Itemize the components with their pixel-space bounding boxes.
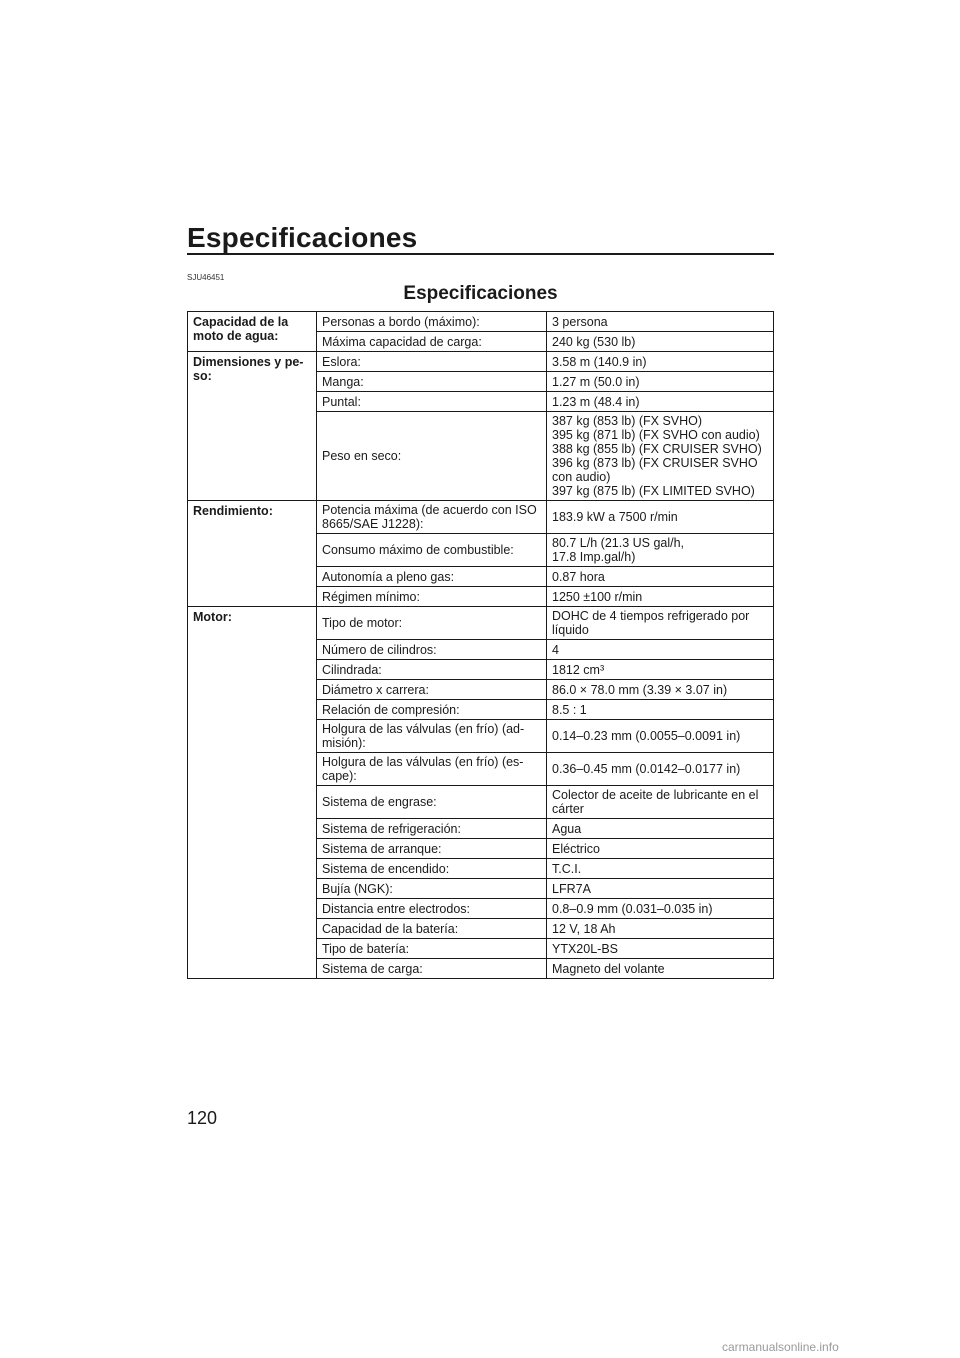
spec-value: 8.5 : 1 — [547, 700, 774, 720]
spec-value: 0.14–0.23 mm (0.0055–0.0091 in) — [547, 720, 774, 753]
spec-value: DOHC de 4 tiempos refrigerado por líquido — [547, 607, 774, 640]
spec-value: LFR7A — [547, 879, 774, 899]
spec-label: Tipo de motor: — [317, 607, 547, 640]
spec-group-label: Dimensiones y pe-so: — [188, 352, 317, 501]
spec-value: 0.87 hora — [547, 567, 774, 587]
spec-label: Autonomía a pleno gas: — [317, 567, 547, 587]
table-row — [188, 501, 774, 534]
page-number: 120 — [187, 1108, 218, 1128]
spec-value: 0.36–0.45 mm (0.0142–0.0177 in) — [547, 753, 774, 786]
spec-value: Eléctrico — [547, 839, 774, 859]
spec-value: 3 persona — [547, 312, 774, 332]
spec-label: Máxima capacidad de carga: — [317, 332, 547, 352]
spec-label: Tipo de batería: — [317, 939, 547, 959]
spec-label: Personas a bordo (máximo): — [317, 312, 547, 332]
spec-label: Cilindrada: — [317, 660, 547, 680]
spec-label: Holgura de las válvulas (en frío) (es-cape): — [317, 753, 547, 786]
spec-label: Relación de compresión: — [317, 700, 547, 720]
spec-label: Sistema de arranque: — [317, 839, 547, 859]
spec-label: Capacidad de la batería: — [317, 919, 547, 939]
spec-label: Potencia máxima (de acuerdo con ISO 8665/SAE J1228): — [317, 501, 547, 534]
spec-value: 3.58 m (140.9 in) — [547, 352, 774, 372]
spec-value: 12 V, 18 Ah — [547, 919, 774, 939]
spec-value: 1.27 m (50.0 in) — [547, 372, 774, 392]
header-divider — [187, 253, 774, 255]
spec-label: Bujía (NGK): — [317, 879, 547, 899]
specifications-table — [187, 311, 774, 979]
spec-value: 240 kg (530 lb) — [547, 332, 774, 352]
spec-value: Agua — [547, 819, 774, 839]
spec-value: 80.7 L/h (21.3 US gal/h, 17.8 Imp.gal/h) — [547, 534, 774, 567]
spec-label: Sistema de refrigeración: — [317, 819, 547, 839]
page-header-title: Especificaciones — [187, 222, 418, 253]
spec-label: Peso en seco: — [317, 412, 547, 501]
spec-value: 183.9 kW a 7500 r/min — [547, 501, 774, 534]
spec-value: 0.8–0.9 mm (0.031–0.035 in) — [547, 899, 774, 919]
table-row — [188, 312, 774, 332]
spec-label: Sistema de engrase: — [317, 786, 547, 819]
spec-label: Eslora: — [317, 352, 547, 372]
spec-value: T.C.I. — [547, 859, 774, 879]
spec-value: 4 — [547, 640, 774, 660]
spec-label: Distancia entre electrodos: — [317, 899, 547, 919]
section-title: Especificaciones — [403, 283, 558, 304]
spec-value: 1250 ±100 r/min — [547, 587, 774, 607]
section-code: SJU46451 — [187, 273, 225, 282]
table-row — [188, 607, 774, 640]
spec-label: Diámetro x carrera: — [317, 680, 547, 700]
spec-label: Sistema de encendido: — [317, 859, 547, 879]
table-row — [188, 352, 774, 372]
spec-label: Consumo máximo de combustible: — [317, 534, 547, 567]
spec-group-label: Rendimiento: — [188, 501, 317, 607]
spec-value: YTX20L-BS — [547, 939, 774, 959]
spec-value: 387 kg (853 lb) (FX SVHO) 395 kg (871 lb) (FX SVHO con audio) 388 kg (855 lb) (FX CRUISER SVHO) 396 kg (873 lb) (FX CRUISER SVHO con audio) 397 kg (875 lb) (FX LIMITED SVHO) — [547, 412, 774, 501]
spec-label: Manga: — [317, 372, 547, 392]
spec-value: 1812 cm³ — [547, 660, 774, 680]
spec-label: Puntal: — [317, 392, 547, 412]
spec-label: Sistema de carga: — [317, 959, 547, 979]
spec-value: Magneto del volante — [547, 959, 774, 979]
spec-label: Número de cilindros: — [317, 640, 547, 660]
spec-value: 1.23 m (48.4 in) — [547, 392, 774, 412]
spec-label: Régimen mínimo: — [317, 587, 547, 607]
spec-group-label: Motor: — [188, 607, 317, 979]
watermark: carmanualsonline.info — [722, 1340, 839, 1354]
spec-value: Colector de aceite de lubricante en el cárter — [547, 786, 774, 819]
spec-group-label: Capacidad de la moto de agua: — [188, 312, 317, 352]
spec-value: 86.0 × 78.0 mm (3.39 × 3.07 in) — [547, 680, 774, 700]
spec-label: Holgura de las válvulas (en frío) (ad-misión): — [317, 720, 547, 753]
